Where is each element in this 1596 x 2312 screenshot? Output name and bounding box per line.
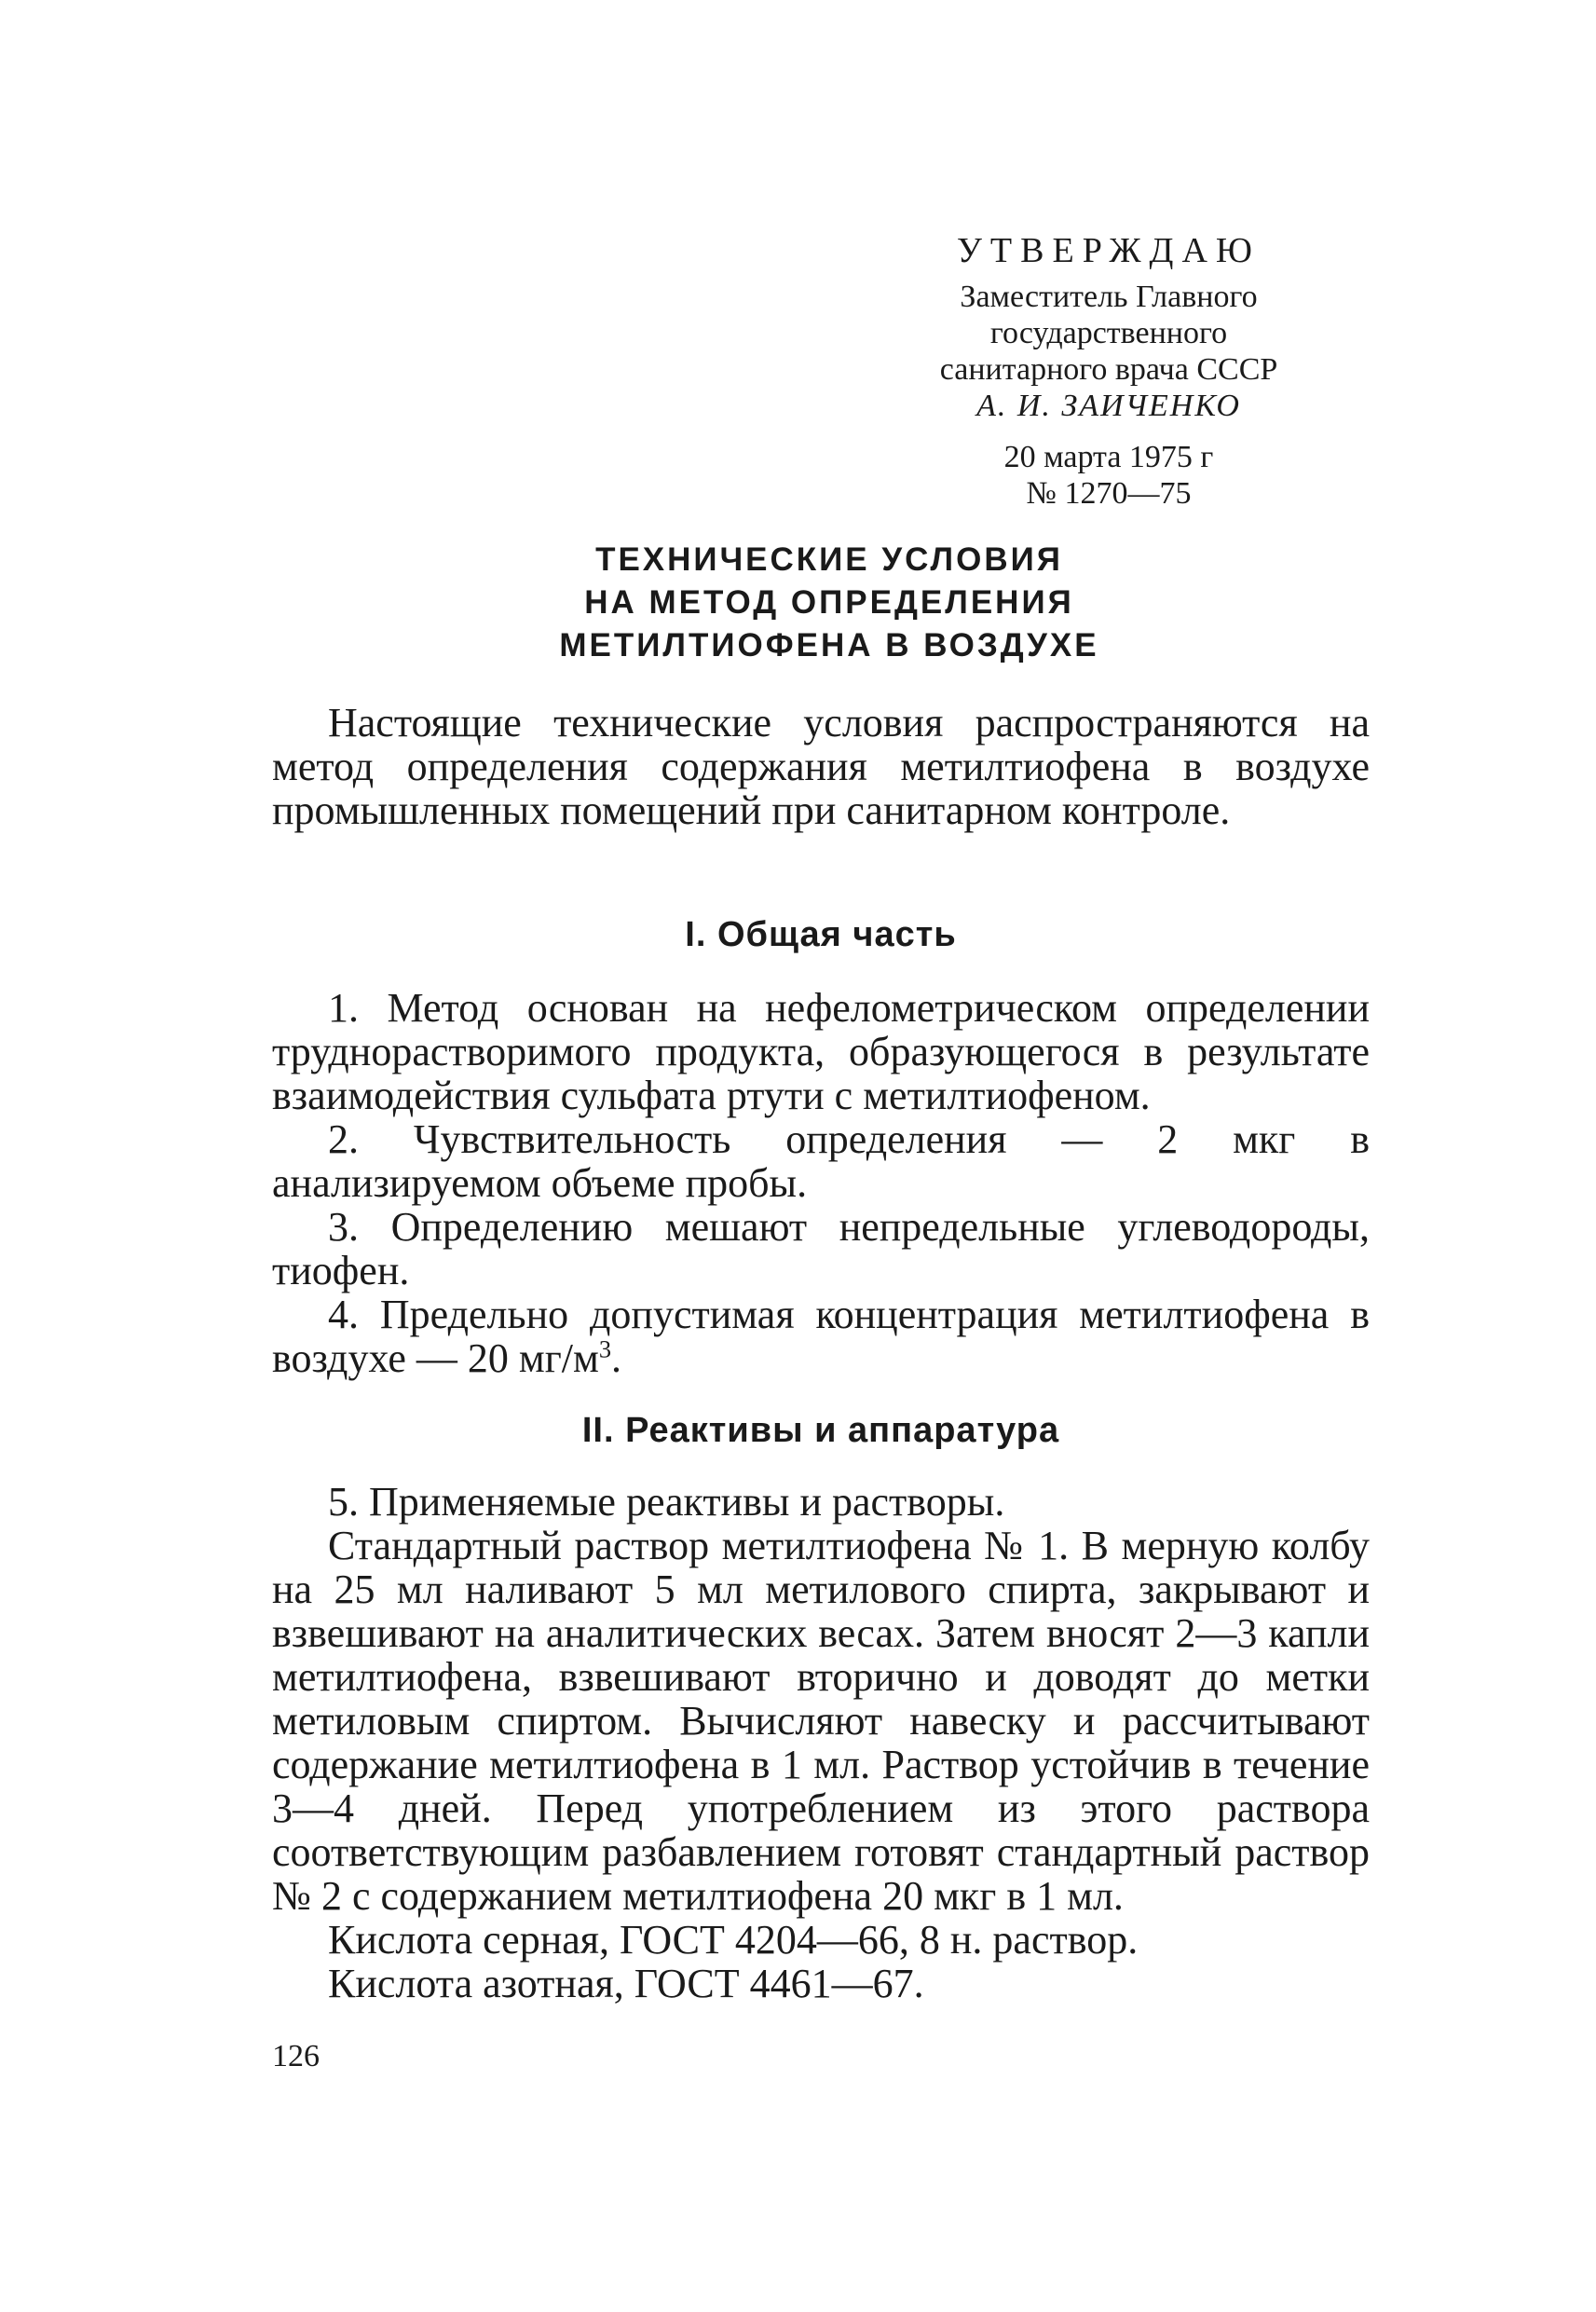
- section-2: [272, 1409, 1370, 1453]
- item-1: 1. Метод основан на нефелометрическом определении труднорастворимого продукта, образующегося в результате взаимодействия сульфата ртути с метилтиофеном.: [272, 985, 1370, 1118]
- approval-heading: УТВЕРЖДАЮ: [957, 231, 1261, 270]
- approver-name: А. И. ЗАИЧЕНКО: [976, 389, 1241, 423]
- section-1-heading: I. Общая часть: [685, 915, 957, 954]
- title-line-1: ТЕХНИЧЕСКИЕ УСЛОВИЯ: [595, 541, 1063, 578]
- title-line-3: МЕТИЛТИОФЕНА В ВОЗДУХЕ: [559, 627, 1099, 664]
- approval-line-2: государственного: [989, 316, 1228, 350]
- section-2-items: [272, 1480, 1370, 2005]
- nitric-acid-line: Кислота азотная, ГОСТ 4461—67.: [328, 1961, 924, 2006]
- standard-solution-paragraph: Стандартный раствор метилтиофена № 1. В мерную колбу на 25 мл наливают 5 мл метилового спирта, закрывают и взвешивают на аналитических весах. Затем вносят 2—3 капли метилтиофена, взвешивают вторично и доводят до метки метиловым спиртом. Вычисляют навеску и рассчитывают содержание метилтиофена в 1 мл. Раствор устойчив в течение 3—4 дней. Перед употреблением из этого раствора соответствующим разбавлением готовят стандартный раствор № 2 с содержанием метилтиофена 20 мкг в 1 мл.: [272, 1523, 1370, 1919]
- approval-line-1: Заместитель Главного: [960, 280, 1258, 314]
- document-title: [317, 539, 1342, 667]
- page-number: 126: [272, 2039, 320, 2073]
- sulfuric-acid-line: Кислота серная, ГОСТ 4204—66, 8 н. раствор.: [328, 1917, 1139, 1963]
- item-3: 3. Определению мешают непредельные углеводороды, тиофен.: [272, 1204, 1370, 1293]
- approval-date: 20 марта 1975 г: [1003, 440, 1214, 474]
- approval-number: № 1270—75: [1026, 476, 1192, 511]
- item-4-text: 4. Предельно допустимая концентрация метилтиофена в воздухе — 20 мг/м: [272, 1292, 1370, 1381]
- section-1-items: [272, 986, 1370, 1380]
- item-4-superscript: 3: [598, 1334, 612, 1363]
- section-2-heading: II. Реактивы и аппаратура: [581, 1411, 1060, 1450]
- section-1: [272, 913, 1370, 957]
- intro-paragraph: Настоящие технические условия распространяются на метод определения содержания метилтиофена в воздухе промышленных помещений при санитарном контроле.: [272, 700, 1370, 833]
- item-4: [272, 1293, 1370, 1380]
- item-4-end: .: [611, 1335, 622, 1381]
- approval-line-3: санитарного врача СССР: [939, 352, 1278, 387]
- title-line-2: НА МЕТОД ОПРЕДЕЛЕНИЯ: [584, 584, 1074, 621]
- approval-block: [876, 233, 1342, 512]
- item-2: 2. Чувствительность определения — 2 мкг в анализируемом объеме пробы.: [272, 1116, 1370, 1206]
- intro-block: [272, 701, 1370, 832]
- item-5: 5. Применяемые реактивы и растворы.: [328, 1479, 1005, 1525]
